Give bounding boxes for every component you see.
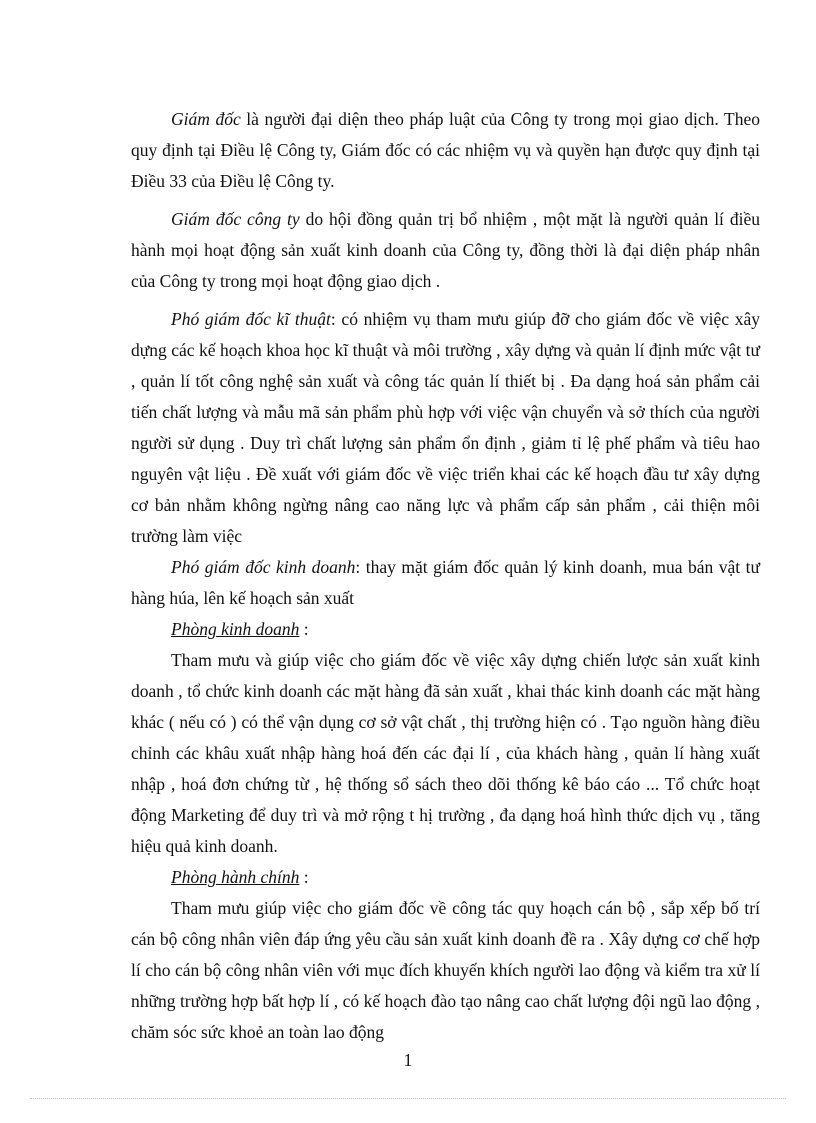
document-page [131, 104, 760, 1048]
paragraph-sales-department: Tham mưu và giúp việc cho giám đốc về việc xây dựng chiến lược sản xuất kinh doanh , tổ chức kinh doanh các mặt hàng đã sản xuất , khai thác kinh doanh các mặt hàng khác ( nếu có ) có thể vận dụng cơ sở vật chất , thị trường hiện có . Tạo nguồn hàng điều chỉnh các khâu xuất nhập hàng hoá đến các đại lí , của khách hàng , quản lí hàng xuất nhập , hoá đơn chứng từ , hệ thống sổ sách theo dõi thống kê báo cáo ... Tổ chức hoạt động Marketing để duy trì và mở rộng t hị trường , đa dạng hoá hình thức dịch vụ , tăng hiệu quả kinh doanh. [131, 650, 760, 856]
page-number: 1 [403, 1050, 413, 1070]
paragraph-director [131, 104, 760, 197]
paragraph-lead: Phó giám đốc kinh doanh [171, 557, 356, 577]
heading-text: Phòng hành chính [171, 867, 300, 887]
paragraph-lead: Phó giám đốc kĩ thuật [171, 309, 331, 329]
heading-colon: : [299, 867, 309, 887]
paragraph-business-deputy [131, 552, 760, 614]
paragraph-text: : thay mặt giám đốc quản lý kinh doanh, mua bán vật tư hàng húa, lên kế hoạch sản xuất [131, 557, 761, 608]
paragraph-technical-deputy [131, 304, 760, 552]
paragraph-lead: Giám đốc công ty [171, 209, 300, 229]
paragraph-text: do hội đồng quản trị bổ nhiệm , một mặt là người quản lí điều hành mọi hoạt động sản xuất kinh doanh của Công ty, đồng thời là đại diện pháp nhân của Công ty trong mọi hoạt động giao dịch . [131, 209, 760, 291]
paragraph-admin-department: Tham mưu giúp việc cho giám đốc về công tác quy hoạch cán bộ , sắp xếp bố trí cán bộ công nhân viên đáp ứng yêu cầu sản xuất kinh doanh đề ra . Xây dựng cơ chế hợp lí cho cán bộ công nhân viên với mục đích khuyến khích người lao động và kiểm tra xử lí những trường hợp bất hợp lí , có kế hoạch đào tạo nâng cao chất lượng đội ngũ lao động , chăm sóc sức khoẻ an toàn lao động [131, 898, 760, 1042]
paragraph-text: : có nhiệm vụ tham mưu giúp đỡ cho giám đốc về việc xây dựng các kế hoạch khoa học kĩ thuật và môi trường , xây dựng và quản lí định mức vật tư , quản lí tốt công nghệ sản xuất và công tác quản lí thiết bị . Đa dạng hoá sản phẩm cải tiến chất lượng và mẫu mã sản phẩm phù hợp với việc vận chuyển và sở thích của người người sử dụng . Duy trì chất lượng sản phẩm ổn định , giảm tỉ lệ phế phẩm và tiêu hao nguyên vật liệu . Đề xuất với giám đốc về việc triển khai các kế hoạch đầu tư xây dựng cơ bản nhằm không ngừng nâng cao năng lực và phẩm cấp sản phẩm , cải thiện môi trường làm việc [131, 309, 760, 546]
heading-colon: : [299, 619, 309, 639]
section-heading-admin [131, 862, 760, 893]
section-heading-sales [131, 614, 760, 645]
paragraph-lead: Giám đốc [171, 109, 241, 129]
paragraph-company-director [131, 204, 760, 297]
page-bottom-divider [30, 1098, 786, 1099]
paragraph-text: là người đại diện theo pháp luật của Công ty trong mọi giao dịch. Theo quy định tại Điều lệ Công ty, Giám đốc có các nhiệm vụ và quyền hạn được quy định tại Điều 33 của Điều lệ Công ty. [131, 109, 760, 191]
heading-text: Phòng kinh doanh [171, 619, 300, 639]
